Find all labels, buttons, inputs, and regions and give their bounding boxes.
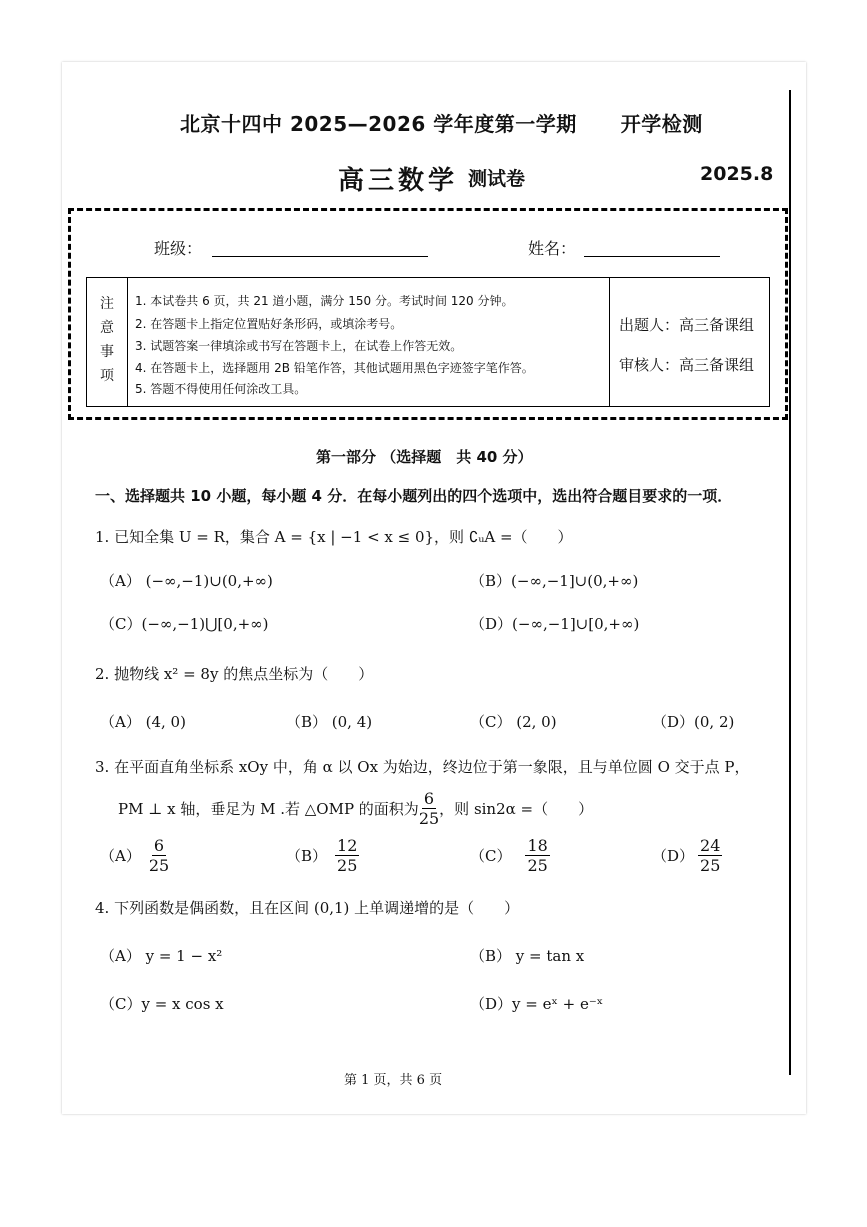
- exam-title-school: 北京十四中 2025—2026 学年度第一学期: [180, 112, 577, 136]
- notice-heading-cell: [87, 278, 128, 406]
- question-3-option-c[interactable]: [470, 836, 550, 875]
- question-1-stem: 1. 已知全集 U = R，集合 A = {x | −1 < x ≤ 0}，则 ∁ᵤA =（ ）: [95, 528, 573, 546]
- option-label: （A）: [100, 847, 141, 865]
- question-3-option-a[interactable]: [100, 836, 169, 875]
- question-3-fraction: [419, 789, 439, 828]
- option-label: （B）: [286, 847, 328, 865]
- fraction-numerator: 6: [423, 789, 435, 808]
- question-4-option-b[interactable]: （B） y = tan x: [470, 947, 585, 965]
- question-4-option-a[interactable]: （A） y = 1 − x²: [100, 947, 223, 965]
- notice-rule: 3. 试题答案一律填涂或书写在答题卡上，在试卷上作答无效。: [135, 339, 463, 353]
- fraction-denominator: 25: [337, 856, 358, 875]
- question-2-option-b[interactable]: （B） (0, 4): [286, 713, 373, 731]
- notice-divider: [609, 278, 610, 406]
- name-field[interactable]: [584, 256, 720, 257]
- question-3-option-d[interactable]: [652, 836, 722, 875]
- notice-rule: 5. 答题不得使用任何涂改工具。: [135, 382, 307, 396]
- notice-char: 注: [100, 296, 114, 312]
- fraction-denominator: 25: [418, 809, 440, 828]
- notice-char: 意: [100, 320, 114, 336]
- notice-rule: 4. 在答题卡上，选择题用 2B 铅笔作答，其他试题用黑色字迹签字笔作答。: [135, 361, 534, 375]
- question-1-option-c[interactable]: （C）(−∞,−1)⋃[0,+∞): [100, 615, 269, 633]
- page-footer: 第 1 页，共 6 页: [344, 1073, 443, 1088]
- question-2-option-d[interactable]: （D）(0, 2): [652, 713, 735, 731]
- question-1-option-d[interactable]: （D）(−∞,−1]∪[0,+∞): [470, 615, 640, 633]
- question-3-stem-part: PM ⊥ x 轴，垂足为 M .若 △OMP 的面积为: [118, 800, 419, 818]
- notice-char: 事: [100, 344, 114, 360]
- question-4-stem: 4. 下列函数是偶函数，且在区间 (0,1) 上单调递增的是（ ）: [95, 899, 520, 917]
- fraction-denominator: 25: [148, 856, 170, 875]
- question-2-option-c[interactable]: （C） (2, 0): [470, 713, 557, 731]
- exam-date: 2025.8: [700, 163, 774, 185]
- author-line: 出题人：高三备课组: [619, 316, 755, 334]
- section-intro: 一、选择题共 10 小题，每小题 4 分．在每小题列出的四个选项中，选出符合题目要求的一项．: [95, 487, 733, 505]
- option-fraction: [525, 836, 549, 875]
- question-3-option-b[interactable]: [286, 836, 359, 875]
- subject-subtitle: 测试卷: [468, 168, 526, 190]
- question-1-option-a[interactable]: （A） (−∞,−1)∪(0,+∞): [100, 572, 273, 590]
- class-label: 班级：: [154, 239, 203, 258]
- option-fraction: [149, 836, 169, 875]
- notice-table: [86, 277, 770, 407]
- fraction-numerator: 18: [527, 836, 548, 855]
- fraction-numerator: 24: [700, 836, 721, 855]
- option-fraction: [335, 836, 359, 875]
- notice-heading: [97, 292, 117, 388]
- fraction-numerator: 12: [337, 836, 358, 855]
- fraction-denominator: 25: [700, 856, 721, 875]
- margin-line: [789, 90, 791, 1075]
- option-fraction: [698, 836, 722, 875]
- notice-rule: 1. 本试卷共 6 页，共 21 道小题，满分 150 分。考试时间 120 分钟。: [135, 294, 514, 308]
- question-4-option-d[interactable]: （D）y = eˣ + e⁻ˣ: [470, 995, 604, 1013]
- exam-title: [180, 108, 703, 137]
- question-2-option-a[interactable]: （A） (4, 0): [100, 713, 186, 731]
- question-4-option-c[interactable]: （C）y = x cos x: [100, 995, 224, 1013]
- fraction-denominator: 25: [527, 856, 548, 875]
- question-3-stem: 3. 在平面直角坐标系 xOy 中，角 α 以 Ox 为始边，终边位于第一象限，且与单位圆 O 交于点 P，: [95, 758, 750, 776]
- name-label: 姓名：: [528, 239, 577, 258]
- fraction-numerator: 6: [153, 836, 165, 855]
- notice-rule: 2. 在答题卡上指定位置贴好条形码，或填涂考号。: [135, 317, 403, 331]
- notice-char: 项: [100, 368, 114, 384]
- question-3-stem-line2: [118, 789, 593, 828]
- question-1-option-b[interactable]: （B）(−∞,−1]∪(0,+∞): [470, 572, 639, 590]
- exam-title-type: 开学检测: [620, 112, 703, 136]
- option-label: （D）: [652, 847, 695, 865]
- section-title: 第一部分 （选择题 共 40 分）: [316, 448, 533, 466]
- question-2-stem: 2. 抛物线 x² = 8y 的焦点坐标为（ ）: [95, 665, 374, 683]
- question-3-stem-part: ，则 sin2α =（ ）: [439, 800, 594, 818]
- class-field[interactable]: [212, 256, 428, 257]
- option-label: （C）: [470, 847, 512, 865]
- subject-title: 高三数学: [338, 166, 459, 196]
- reviewer-line: 审核人：高三备课组: [619, 356, 755, 374]
